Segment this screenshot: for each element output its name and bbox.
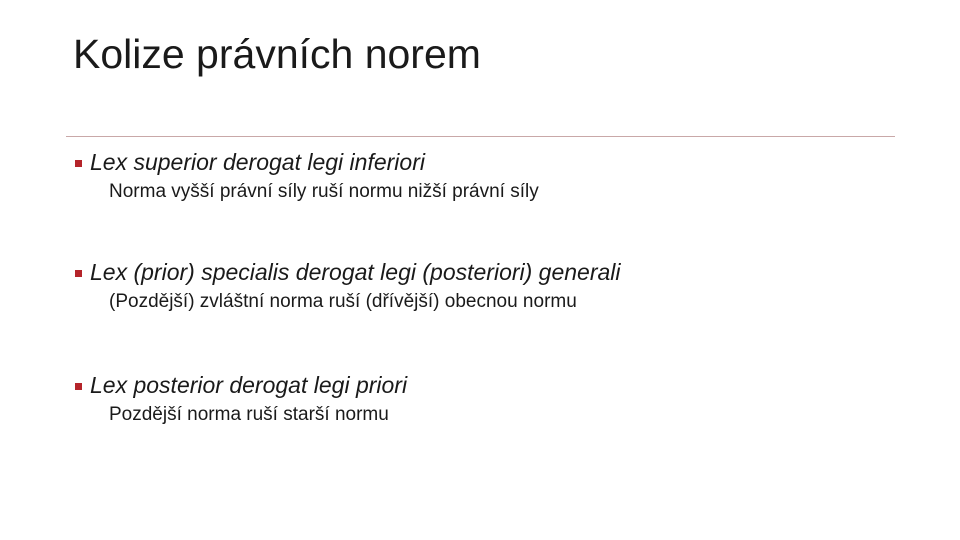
square-bullet-icon (75, 160, 82, 167)
bullet-line (75, 149, 539, 175)
square-bullet-icon (75, 270, 82, 277)
latin-maxim: Lex posterior derogat legi priori (90, 372, 408, 398)
slide-title: Kolize právních norem (73, 31, 481, 77)
latin-maxim: Lex (prior) specialis derogat legi (posteriori) generali (90, 259, 621, 285)
bullet-line (75, 372, 407, 398)
bullet-item-lex-posterior (75, 372, 407, 426)
maxim-meaning: Pozdější norma ruší starší normu (109, 404, 389, 425)
square-bullet-icon (75, 383, 82, 390)
bullet-line (75, 259, 621, 285)
title-divider (66, 136, 895, 137)
latin-maxim: Lex superior derogat legi inferiori (90, 149, 425, 175)
bullet-item-lex-superior (75, 149, 539, 203)
maxim-meaning: Norma vyšší právní síly ruší normu nižší právní síly (109, 181, 539, 202)
maxim-meaning: (Pozdější) zvláštní norma ruší (dřívější) obecnou normu (109, 291, 577, 312)
bullet-item-lex-specialis (75, 259, 621, 313)
